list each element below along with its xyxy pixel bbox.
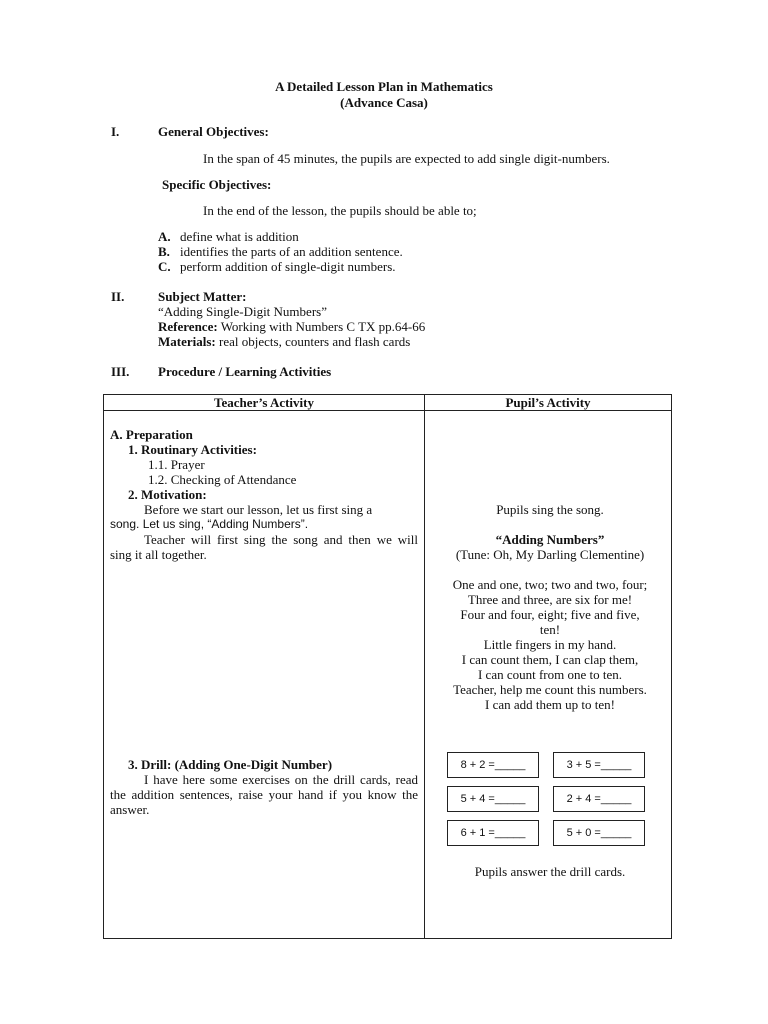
reference-label: Reference: — [158, 319, 218, 334]
lyric-line: Little fingers in my hand. — [483, 637, 617, 652]
section-numeral-2: II. — [111, 289, 125, 304]
song-title: “Adding Numbers” — [495, 532, 605, 547]
lyric-line: I can add them up to ten! — [485, 697, 615, 712]
objective-letter-c: C. — [158, 259, 171, 274]
motivation-text-line2: song. Let us sing, “Adding Numbers”. — [110, 517, 309, 531]
document-title: A Detailed Lesson Plan in Mathematics — [275, 79, 493, 94]
pupils-answer-text: Pupils answer the drill cards. — [474, 864, 626, 879]
general-objectives-text: In the span of 45 minutes, the pupils are expected to add single digit-numbers. — [203, 151, 610, 166]
reference-line — [158, 319, 425, 334]
prayer-item: 1.1. Prayer — [148, 457, 205, 472]
preparation-heading: A. Preparation — [110, 427, 193, 442]
motivation-text-line3: Teacher will first sing the song and then we will sing it all together. — [110, 532, 418, 562]
pupils-sing-text: Pupils sing the song. — [496, 502, 604, 517]
drill-card: 3 + 5 =_____ — [553, 752, 645, 778]
specific-objectives-intro: In the end of the lesson, the pupils should be able to; — [203, 203, 477, 218]
drill-card: 2 + 4 =_____ — [553, 786, 645, 812]
objective-letter-b: B. — [158, 244, 170, 259]
specific-objectives-heading: Specific Objectives: — [162, 177, 272, 192]
drill-card: 6 + 1 =_____ — [447, 820, 539, 846]
drill-card: 5 + 4 =_____ — [447, 786, 539, 812]
objective-text-b: identifies the parts of an addition sentence. — [180, 244, 403, 259]
procedure-heading: Procedure / Learning Activities — [158, 364, 332, 379]
lyric-line: Four and four, eight; five and five, — [460, 607, 640, 622]
lyric-line: I can count them, I can clap them, — [461, 652, 639, 667]
reference-value: Working with Numbers C TX pp.64-66 — [220, 319, 426, 334]
lyric-line: I can count from one to ten. — [477, 667, 623, 682]
subject-topic: “Adding Single-Digit Numbers” — [158, 304, 327, 319]
drill-heading: 3. Drill: (Adding One-Digit Number) — [128, 757, 333, 772]
lyric-line: ten! — [539, 622, 561, 637]
section-numeral-1: I. — [111, 124, 120, 139]
drill-text: I have here some exercises on the drill cards, read the addition sentences, raise your hand if you know the answer. — [110, 772, 418, 817]
lyric-line: Teacher, help me count this numbers. — [453, 682, 647, 697]
general-objectives-heading: General Objectives: — [158, 124, 269, 139]
drill-card: 8 + 2 =_____ — [447, 752, 539, 778]
lyric-line: One and one, two; two and two, four; — [452, 577, 648, 592]
document-subtitle: (Advance Casa) — [340, 95, 428, 110]
materials-line — [158, 334, 410, 349]
materials-value: real objects, counters and flash cards — [219, 334, 411, 349]
pupil-activity-header: Pupil’s Activity — [505, 395, 591, 410]
motivation-text-line1: Before we start our lesson, let us first sing a — [144, 502, 373, 517]
teacher-activity-header: Teacher’s Activity — [213, 395, 314, 410]
attendance-item: 1.2. Checking of Attendance — [148, 472, 297, 487]
section-numeral-3: III. — [111, 364, 130, 379]
song-tune: (Tune: Oh, My Darling Clementine) — [455, 547, 645, 562]
activities-table — [103, 394, 672, 939]
drill-card: 5 + 0 =_____ — [553, 820, 645, 846]
routinary-heading: 1. Routinary Activities: — [128, 442, 257, 457]
subject-matter-heading: Subject Matter: — [158, 289, 247, 304]
objective-text-a: define what is addition — [180, 229, 299, 244]
materials-label: Materials: — [158, 334, 216, 349]
motivation-heading: 2. Motivation: — [128, 487, 207, 502]
table-header-divider — [104, 410, 671, 411]
objective-text-c: perform addition of single-digit numbers. — [180, 259, 396, 274]
lyric-line: Three and three, are six for me! — [467, 592, 633, 607]
objective-letter-a: A. — [158, 229, 171, 244]
